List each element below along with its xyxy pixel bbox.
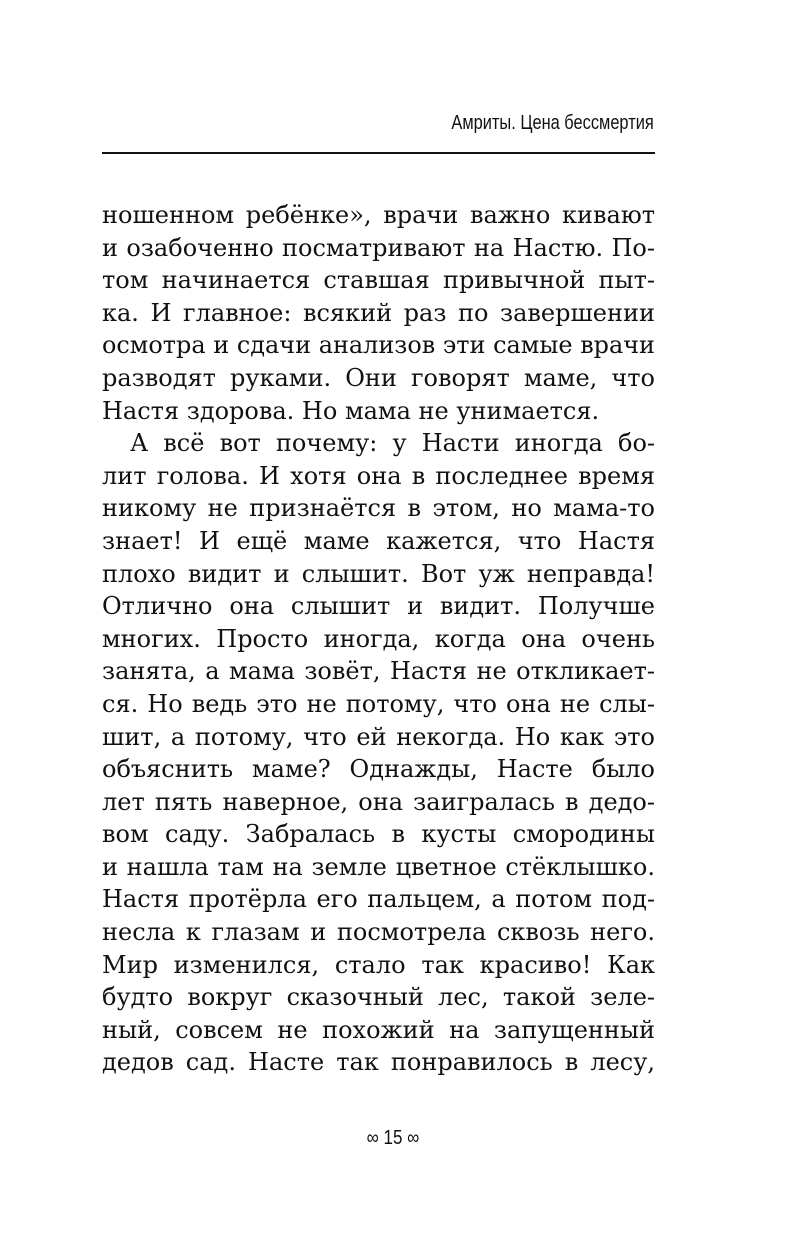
text-line: лет пять наверное, она заигралась в дедо- bbox=[102, 787, 655, 816]
page-number-text: ∞ 15 ∞ bbox=[366, 1127, 419, 1149]
text-line: разводят руками. Они говорят маме, что bbox=[102, 363, 655, 392]
text-line: вом саду. Забралась в кусты смородины bbox=[102, 820, 655, 849]
text-line: осмотра и сдачи анализов эти самые врачи bbox=[102, 331, 656, 360]
text-line: плохо видит и слышит. Вот уж неправда! bbox=[102, 559, 655, 588]
text-line: Настя протёрла его пальцем, а потом под- bbox=[102, 885, 655, 914]
text-line: ный, совсем не похожий на запущенный bbox=[102, 1015, 655, 1044]
text-line: А всё вот почему: у Насти иногда бо- bbox=[130, 429, 655, 458]
text-line: и нашла там на земле цветное стёклышко. bbox=[102, 852, 655, 881]
text-line: Мир изменился, стало так красиво! Как bbox=[102, 950, 655, 979]
page-number bbox=[0, 1127, 785, 1150]
body-text bbox=[102, 199, 655, 1079]
text-line: занята, а мама зовёт, Настя не откликает- bbox=[102, 657, 655, 686]
text-line: ношенном ребёнке», врачи важно кивают bbox=[102, 201, 655, 229]
header-rule bbox=[102, 152, 655, 154]
text-line: ся. Но ведь это не потому, что она не слы- bbox=[102, 689, 655, 718]
text-line: Настя здорова. Но мама не унимается. bbox=[102, 396, 600, 425]
running-head: Амриты. Цена бессмертия bbox=[451, 112, 654, 134]
text-line: ка. И главное: всякий раз по завершении bbox=[102, 298, 655, 327]
text-line: знает! И ещё маме кажется, что Настя bbox=[102, 526, 655, 555]
text-line: никому не признаётся в этом, но мама-то bbox=[102, 494, 655, 523]
text-line: многих. Просто иногда, когда она очень bbox=[102, 624, 655, 653]
text-line: и озабоченно посматривают на Настю. По- bbox=[102, 233, 655, 262]
text-line: том начинается ставшая привычной пыт- bbox=[102, 266, 655, 295]
text-line: несла к глазам и посмотрела сквозь него. bbox=[102, 918, 655, 947]
text-line: объяснить маме? Однажды, Насте было bbox=[102, 755, 655, 784]
text-line: лит голова. И хотя она в последнее время bbox=[102, 461, 655, 490]
text-line: шит, а потому, что ей некогда. Но как это bbox=[102, 722, 655, 751]
text-line: Отлично она слышит и видит. Получше bbox=[102, 592, 655, 621]
text-line: дедов сад. Насте так понравилось в лесу, bbox=[102, 1048, 655, 1077]
text-line: будто вокруг сказочный лес, такой зеле- bbox=[102, 983, 655, 1012]
